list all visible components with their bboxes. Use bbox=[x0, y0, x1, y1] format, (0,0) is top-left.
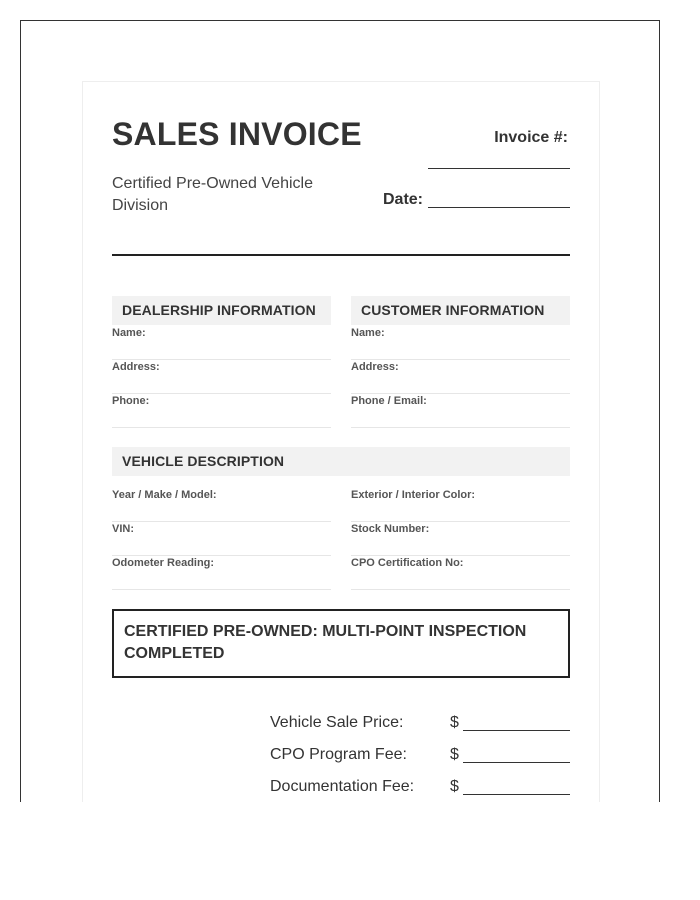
customer-info-heading: CUSTOMER INFORMATION bbox=[351, 296, 570, 325]
documentation-fee-row bbox=[270, 775, 570, 799]
cpo-program-fee-label: CPO Program Fee: bbox=[270, 746, 407, 763]
customer-address-label: Address: bbox=[351, 361, 399, 373]
vehicle-description-heading: VEHICLE DESCRIPTION bbox=[112, 447, 570, 476]
cpo-inspection-notice: CERTIFIED PRE-OWNED: MULTI-POINT INSPECTION COMPLETED bbox=[112, 609, 570, 678]
date-label: Date: bbox=[383, 191, 424, 208]
date-line[interactable] bbox=[428, 207, 570, 208]
invoice-title: SALES INVOICE bbox=[112, 116, 362, 152]
dealership-name-field[interactable] bbox=[112, 326, 331, 360]
document-sheet bbox=[20, 20, 660, 802]
dealership-address-field[interactable] bbox=[112, 360, 331, 394]
cpo-program-fee-row bbox=[270, 743, 570, 767]
currency-symbol: $ bbox=[450, 778, 459, 795]
dealership-phone-field[interactable] bbox=[112, 394, 331, 428]
currency-symbol: $ bbox=[450, 714, 459, 731]
odometer-field[interactable] bbox=[112, 556, 331, 590]
stock-number-label: Stock Number: bbox=[351, 523, 430, 535]
year-make-model-label: Year / Make / Model: bbox=[112, 489, 217, 501]
vehicle-sale-price-line[interactable] bbox=[463, 730, 570, 731]
invoice-number-label: Invoice #: bbox=[494, 129, 568, 146]
customer-contact-label: Phone / Email: bbox=[351, 395, 427, 407]
dealership-phone-label: Phone: bbox=[112, 395, 150, 407]
vin-label: VIN: bbox=[112, 523, 134, 535]
cpo-program-fee-line[interactable] bbox=[463, 762, 570, 763]
dealership-address-label: Address: bbox=[112, 361, 160, 373]
division-subtitle: Certified Pre-Owned Vehicle Division bbox=[112, 175, 313, 214]
documentation-fee-line[interactable] bbox=[463, 794, 570, 795]
invoice-number-line[interactable] bbox=[428, 168, 570, 169]
customer-address-field[interactable] bbox=[351, 360, 570, 394]
cpo-certification-label: CPO Certification No: bbox=[351, 557, 464, 569]
year-make-model-field[interactable] bbox=[112, 488, 331, 522]
header-divider bbox=[112, 254, 570, 256]
stock-number-field[interactable] bbox=[351, 522, 570, 556]
cpo-certification-field[interactable] bbox=[351, 556, 570, 590]
documentation-fee-label: Documentation Fee: bbox=[270, 778, 415, 795]
customer-name-label: Name: bbox=[351, 327, 385, 339]
odometer-label: Odometer Reading: bbox=[112, 557, 215, 569]
color-label: Exterior / Interior Color: bbox=[351, 489, 476, 501]
customer-contact-field[interactable] bbox=[351, 394, 570, 428]
vehicle-sale-price-row bbox=[270, 711, 570, 735]
currency-symbol: $ bbox=[450, 746, 459, 763]
dealership-name-label: Name: bbox=[112, 327, 146, 339]
vin-field[interactable] bbox=[112, 522, 331, 556]
vehicle-sale-price-label: Vehicle Sale Price: bbox=[270, 714, 404, 731]
dealership-info-heading: DEALERSHIP INFORMATION bbox=[112, 296, 331, 325]
customer-name-field[interactable] bbox=[351, 326, 570, 360]
color-field[interactable] bbox=[351, 488, 570, 522]
